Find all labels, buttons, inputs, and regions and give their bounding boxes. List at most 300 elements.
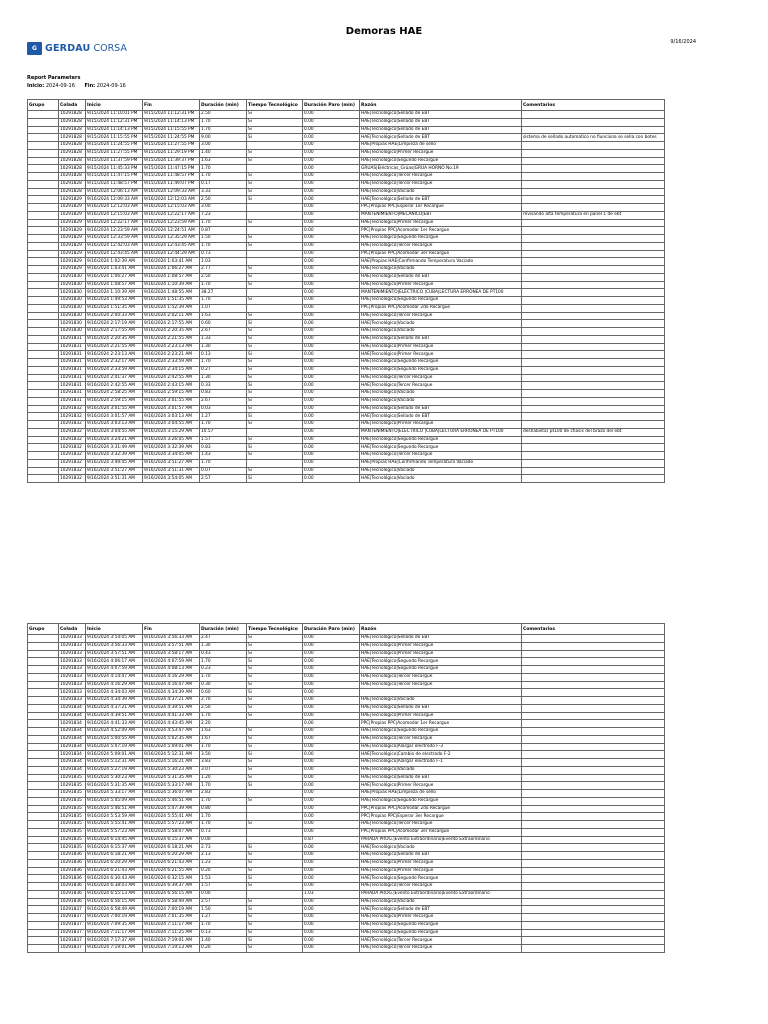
cell-colada: 10291833 (59, 666, 86, 674)
cell-razon: HAE|Tecnológico|Segundo Recargue (360, 444, 522, 452)
cell-razon: HAE|Tecnológico|Tercer Recargue (360, 945, 522, 953)
table-row (28, 258, 665, 266)
cell-duracion-paro: 0.00 (303, 382, 360, 390)
cell-inicio: 9/16/2024 5:53:59 AM (86, 813, 143, 821)
cell-duracion-paro: 0.00 (303, 204, 360, 212)
cell-grupo (28, 751, 59, 759)
table-header-row (28, 100, 665, 111)
cell-duracion-paro: 0.00 (303, 689, 360, 697)
cell-duracion-paro: 0.00 (303, 704, 360, 712)
cell-inicio: 9/16/2024 4:37:21 AM (86, 704, 143, 712)
cell-inicio: 9/16/2024 7:11:17 AM (86, 929, 143, 937)
cell-inicio: 9/16/2024 6:38:03 AM (86, 883, 143, 891)
cell-razon: HAE|Tecnológico|Segundo Recargue (360, 875, 522, 883)
cell-comentarios (522, 867, 665, 875)
cell-inicio: 9/16/2024 5:27:19 AM (86, 766, 143, 774)
cell-fin: 9/15/2024 11:39:37 PM (143, 157, 200, 165)
cell-duracion-paro: 0.00 (303, 188, 360, 196)
cell-comentarios (522, 312, 665, 320)
cell-duracion-paro: 0.00 (303, 728, 360, 736)
cell-comentarios (522, 304, 665, 312)
cell-colada: 10291835 (59, 790, 86, 798)
cell-grupo (28, 312, 59, 320)
cell-inicio: 9/16/2024 6:20:29 AM (86, 859, 143, 867)
cell-comentarios (522, 929, 665, 937)
cell-inicio: 9/16/2024 1:49:53 AM (86, 297, 143, 305)
cell-duracion: 1.70 (200, 743, 247, 751)
table-row (28, 475, 665, 483)
cell-razon: HAE|Tecnológico|Segundo Recargue (360, 235, 522, 243)
cell-duracion: 2.67 (200, 397, 247, 405)
cell-razon: HAE|Tecnológico|Segundo Recargue (360, 359, 522, 367)
cell-razon: HAE|Tecnológico|Sellado de EBT (360, 906, 522, 914)
cell-duracion: 1.63 (200, 157, 247, 165)
cell-razon: HAE|Tecnológico|Vaciado (360, 766, 522, 774)
cell-duracion-paro: 0.00 (303, 720, 360, 728)
cell-duracion: 1.70 (200, 242, 247, 250)
cell-duracion: 1.70 (200, 118, 247, 126)
cell-grupo (28, 227, 59, 235)
cell-comentarios (522, 118, 665, 126)
cell-comentarios (522, 642, 665, 650)
cell-comentarios (522, 836, 665, 844)
cell-razon: HAE|Tecnológico|Tercer Recargue (360, 673, 522, 681)
cell-duracion-paro: 0.00 (303, 821, 360, 829)
cell-grupo (28, 666, 59, 674)
cell-comentarios (522, 242, 665, 250)
cell-inicio: 9/16/2024 6:18:21 AM (86, 852, 143, 860)
cell-grupo (28, 173, 59, 181)
cell-comentarios (522, 444, 665, 452)
cell-razon: HAE|Tecnológico|Tercer Recargue (360, 937, 522, 945)
cell-razon: PPC|Propias PPC|Esperar 3er Recargue (360, 813, 522, 821)
cell-inicio: 9/16/2024 3:49:45 AM (86, 459, 143, 467)
cell-inicio: 9/16/2024 2:17:55 AM (86, 328, 143, 336)
cell-colada: 10291828 (59, 165, 86, 173)
table-row (28, 720, 665, 728)
cell-colada: 10291829 (59, 196, 86, 204)
cell-inicio: 9/16/2024 5:30:23 AM (86, 774, 143, 782)
cell-inicio: 9/16/2024 4:06:17 AM (86, 658, 143, 666)
cell-fin: 9/16/2024 5:55:41 AM (143, 813, 200, 821)
cell-duracion-paro: 0.00 (303, 459, 360, 467)
cell-duracion-paro: 0.00 (303, 937, 360, 945)
table-row (28, 836, 665, 844)
cell-comentarios (522, 359, 665, 367)
cell-colada: 10291835 (59, 805, 86, 813)
cell-inicio: 9/16/2024 6:14:45 AM (86, 836, 143, 844)
table-row (28, 704, 665, 712)
cell-grupo (28, 929, 59, 937)
cell-fin: 9/15/2024 11:49:07 PM (143, 180, 200, 188)
cell-razon: HAE|Propias HAE|Confirmando Temperatura Vaciado (360, 459, 522, 467)
cell-duracion: 0.20 (200, 945, 247, 953)
cell-comentarios (522, 658, 665, 666)
cell-comentarios (522, 475, 665, 483)
cell-duracion-paro: 0.00 (303, 666, 360, 674)
table-row (28, 790, 665, 798)
column-header-duracion: Duración (min) (200, 624, 247, 635)
table-row (28, 735, 665, 743)
cell-duracion-paro: 0.00 (303, 297, 360, 305)
cell-grupo (28, 165, 59, 173)
cell-duracion-paro: 0.00 (303, 235, 360, 243)
cell-inicio: 9/15/2024 11:14:13 PM (86, 126, 143, 134)
cell-fin: 9/16/2024 5:12:31 AM (143, 751, 200, 759)
cell-inicio: 9/16/2024 2:23:13 AM (86, 351, 143, 359)
cell-duracion: 0.30 (200, 681, 247, 689)
cell-grupo (28, 642, 59, 650)
cell-duracion: 1.70 (200, 782, 247, 790)
cell-colada: 10291833 (59, 658, 86, 666)
cell-razon: HAE|Tecnológico|Tercer Recargue (360, 821, 522, 829)
cell-duracion: 1.63 (200, 312, 247, 320)
cell-duracion: 1.67 (200, 735, 247, 743)
cell-colada: 10291835 (59, 836, 86, 844)
cell-tiempo-tecnologico: Si (247, 728, 303, 736)
cell-duracion: 1.50 (200, 906, 247, 914)
cell-inicio: 9/16/2024 1:51:35 AM (86, 304, 143, 312)
cell-tiempo-tecnologico: Si (247, 689, 303, 697)
cell-comentarios (522, 351, 665, 359)
cell-colada: 10291831 (59, 382, 86, 390)
table-row (28, 134, 665, 142)
cell-duracion: 1.57 (200, 436, 247, 444)
cell-duracion: 0.83 (200, 444, 247, 452)
cell-tiempo-tecnologico: Si (247, 821, 303, 829)
cell-grupo (28, 689, 59, 697)
cell-tiempo-tecnologico: Si (247, 111, 303, 119)
cell-grupo (28, 273, 59, 281)
cell-comentarios (522, 635, 665, 643)
cell-razon: HAE|Tecnológico|Vaciado (360, 467, 522, 475)
cell-tiempo-tecnologico: Si (247, 219, 303, 227)
cell-colada: 10291835 (59, 828, 86, 836)
cell-grupo (28, 157, 59, 165)
cell-grupo (28, 937, 59, 945)
cell-duracion-paro: 0.00 (303, 642, 360, 650)
cell-grupo (28, 289, 59, 297)
cell-inicio: 9/16/2024 4:34:39 AM (86, 697, 143, 705)
cell-tiempo-tecnologico: Si (247, 351, 303, 359)
cell-tiempo-tecnologico: Si (247, 405, 303, 413)
cell-colada: 10291835 (59, 797, 86, 805)
cell-inicio: 9/16/2024 4:41:33 AM (86, 720, 143, 728)
cell-fin: 9/16/2024 4:16:29 AM (143, 673, 200, 681)
cell-razon: HAE|Propias HAE|Confirmando Temperatura Vaciado (360, 258, 522, 266)
cell-tiempo-tecnologico: Si (247, 867, 303, 875)
cell-grupo (28, 242, 59, 250)
cell-razon: HAE|Tecnológico|Tercer Recargue (360, 452, 522, 460)
print-date: 9/16/2024 (670, 39, 696, 45)
table-row (28, 273, 665, 281)
cell-duracion-paro: 0.00 (303, 180, 360, 188)
table-row (28, 304, 665, 312)
cell-comentarios (522, 937, 665, 945)
cell-grupo (28, 452, 59, 460)
cell-inicio: 9/16/2024 4:07:59 AM (86, 666, 143, 674)
cell-duracion: 0.13 (200, 351, 247, 359)
cell-colada: 10291831 (59, 390, 86, 398)
cell-fin: 9/16/2024 2:43:15 AM (143, 382, 200, 390)
table-row (28, 173, 665, 181)
cell-tiempo-tecnologico: Si (247, 149, 303, 157)
cell-tiempo-tecnologico: Si (247, 945, 303, 953)
cell-razon: HAE|Tecnológico|Sellado de EBT (360, 126, 522, 134)
cell-comentarios (522, 797, 665, 805)
cell-duracion: 2.50 (200, 196, 247, 204)
cell-tiempo-tecnologico: Si (247, 782, 303, 790)
cell-inicio: 9/16/2024 5:00:55 AM (86, 735, 143, 743)
cell-duracion: 1.70 (200, 797, 247, 805)
table-row (28, 126, 665, 134)
cell-tiempo-tecnologico: Si (247, 343, 303, 351)
cell-duracion-paro: 0.00 (303, 875, 360, 883)
cell-fin: 9/16/2024 5:09:01 AM (143, 743, 200, 751)
cell-grupo (28, 898, 59, 906)
cell-inicio: 9/16/2024 3:32:39 AM (86, 452, 143, 460)
table-row (28, 821, 665, 829)
cell-tiempo-tecnologico: Si (247, 180, 303, 188)
cell-duracion-paro: 0.00 (303, 413, 360, 421)
cell-razon: HAE|Tecnológico|Sellado de EBT (360, 774, 522, 782)
cell-colada: 10291832 (59, 421, 86, 429)
cell-duracion: 9.00 (200, 134, 247, 142)
column-header-comentarios: Comentarios (522, 624, 665, 635)
cell-duracion-paro: 0.00 (303, 805, 360, 813)
cell-razon: HAE|Tecnológico|Primer Recargue (360, 343, 522, 351)
cell-fin: 9/15/2024 11:29:19 PM (143, 149, 200, 157)
cell-grupo (28, 875, 59, 883)
cell-duracion: 0.27 (200, 366, 247, 374)
cell-duracion-paro: 0.00 (303, 266, 360, 274)
cell-razon: HAE|Tecnológico|Primer Recargue (360, 642, 522, 650)
cell-grupo (28, 774, 59, 782)
table-row (28, 428, 665, 436)
cell-grupo (28, 320, 59, 328)
cell-fin: 9/15/2024 11:27:55 PM (143, 142, 200, 150)
cell-razon: HAE|Tecnológico|Sellado de EBT (360, 335, 522, 343)
cell-colada: 10291832 (59, 444, 86, 452)
cell-inicio: 9/16/2024 6:58:49 AM (86, 906, 143, 914)
table-row (28, 235, 665, 243)
cell-grupo (28, 475, 59, 483)
cell-duracion-paro: 0.00 (303, 366, 360, 374)
cell-duracion: 1.70 (200, 219, 247, 227)
params-range (27, 82, 126, 90)
cell-inicio: 9/16/2024 5:09:01 AM (86, 751, 143, 759)
cell-duracion: 2.50 (200, 273, 247, 281)
cell-fin: 9/16/2024 7:11:17 AM (143, 921, 200, 929)
cell-grupo (28, 852, 59, 860)
cell-inicio: 9/16/2024 12:12:03 AM (86, 204, 143, 212)
cell-duracion-paro: 0.00 (303, 929, 360, 937)
cell-colada: 10291832 (59, 459, 86, 467)
cell-grupo (28, 712, 59, 720)
cell-duracion-paro: 0.00 (303, 281, 360, 289)
cell-comentarios (522, 759, 665, 767)
cell-razon: HAE|Tecnológico|Segundo Recargue (360, 797, 522, 805)
table-row (28, 852, 665, 860)
cell-grupo (28, 421, 59, 429)
table-row (28, 289, 665, 297)
cell-inicio: 9/16/2024 2:21:55 AM (86, 343, 143, 351)
cell-tiempo-tecnologico: Si (247, 797, 303, 805)
table-row (28, 149, 665, 157)
cell-comentarios (522, 459, 665, 467)
column-header-fin: Fin (143, 100, 200, 111)
cell-colada: 10291834 (59, 766, 86, 774)
cell-tiempo-tecnologico: Si (247, 650, 303, 658)
cell-duracion: 0.33 (200, 382, 247, 390)
cell-tiempo-tecnologico: Si (247, 312, 303, 320)
cell-inicio: 9/16/2024 5:57:23 AM (86, 828, 143, 836)
cell-duracion: 2.70 (200, 697, 247, 705)
cell-inicio: 9/15/2024 11:27:55 PM (86, 149, 143, 157)
cell-duracion: 3.07 (200, 766, 247, 774)
cell-fin: 9/16/2024 5:16:21 AM (143, 759, 200, 767)
cell-grupo (28, 281, 59, 289)
cell-tiempo-tecnologico: Si (247, 397, 303, 405)
cell-inicio: 9/16/2024 6:15:37 AM (86, 844, 143, 852)
cell-tiempo-tecnologico (247, 828, 303, 836)
cell-razon: HAE|Tecnológico|Tercer Recargue (360, 883, 522, 891)
cell-tiempo-tecnologico (247, 258, 303, 266)
cell-duracion: 2.67 (200, 328, 247, 336)
cell-inicio: 9/16/2024 12:33:59 AM (86, 235, 143, 243)
cell-fin: 9/16/2024 1:52:39 AM (143, 304, 200, 312)
cell-colada: 10291830 (59, 273, 86, 281)
cell-fin: 9/16/2024 2:33:59 AM (143, 359, 200, 367)
cell-colada: 10291829 (59, 242, 86, 250)
column-header-colada: Colada (59, 624, 86, 635)
cell-razon: HAE|Propias HAE|Limpieza de sello (360, 790, 522, 798)
cell-duracion-paro: 0.00 (303, 134, 360, 142)
cell-colada: 10291834 (59, 743, 86, 751)
cell-grupo (28, 351, 59, 359)
cell-razon: HAE|Tecnológico|Sellado de EBT (360, 405, 522, 413)
cell-duracion-paro: 0.87 (303, 836, 360, 844)
cell-grupo (28, 650, 59, 658)
cell-comentarios (522, 452, 665, 460)
cell-comentarios (522, 204, 665, 212)
cell-comentarios (522, 914, 665, 922)
cell-duracion-paro: 0.00 (303, 335, 360, 343)
cell-razon: HAE|Tecnológico|Primer Recargue (360, 867, 522, 875)
cell-duracion-paro: 0.00 (303, 475, 360, 483)
cell-duracion-paro: 0.00 (303, 906, 360, 914)
cell-grupo (28, 459, 59, 467)
cell-fin: 9/16/2024 3:01:55 AM (143, 397, 200, 405)
table-row (28, 242, 665, 250)
cell-grupo (28, 906, 59, 914)
cell-razon: HAE|Tecnológico|Tercer Recargue (360, 735, 522, 743)
cell-comentarios (522, 343, 665, 351)
cell-duracion: 1.70 (200, 359, 247, 367)
cell-duracion-paro: 0.00 (303, 428, 360, 436)
cell-fin: 9/16/2024 7:11:25 AM (143, 929, 200, 937)
cell-comentarios (522, 921, 665, 929)
cell-comentarios (522, 697, 665, 705)
cell-razon: HAE|Tecnológico|Primer Recargue (360, 219, 522, 227)
table-row (28, 436, 665, 444)
cell-grupo (28, 790, 59, 798)
inicio-value: 2024-09-16 (45, 83, 75, 89)
cell-tiempo-tecnologico: Si (247, 421, 303, 429)
cell-inicio: 9/16/2024 3:54:05 AM (86, 635, 143, 643)
cell-razon: HAE|Tecnológico|Primer Recargue (360, 650, 522, 658)
cell-colada: 10291833 (59, 635, 86, 643)
cell-fin: 9/16/2024 3:01:57 AM (143, 405, 200, 413)
cell-grupo (28, 797, 59, 805)
cell-comentarios (522, 320, 665, 328)
cell-tiempo-tecnologico: Si (247, 681, 303, 689)
cell-comentarios (522, 898, 665, 906)
cell-fin: 9/16/2024 5:31:35 AM (143, 774, 200, 782)
cell-colada: 10291836 (59, 875, 86, 883)
cell-tiempo-tecnologico: Si (247, 157, 303, 165)
cell-duracion-paro: 0.00 (303, 444, 360, 452)
table-row (28, 421, 665, 429)
cell-tiempo-tecnologico: Si (247, 320, 303, 328)
cell-comentarios (522, 712, 665, 720)
cell-duracion-paro: 0.00 (303, 142, 360, 150)
cell-duracion: 1.70 (200, 813, 247, 821)
cell-fin: 9/16/2024 1:08:57 AM (143, 273, 200, 281)
cell-tiempo-tecnologico: Si (247, 366, 303, 374)
cell-duracion-paro: 0.00 (303, 304, 360, 312)
cell-colada: 10291836 (59, 867, 86, 875)
cell-inicio: 9/15/2024 11:24:55 PM (86, 142, 143, 150)
cell-tiempo-tecnologico (247, 204, 303, 212)
cell-grupo (28, 673, 59, 681)
cell-duracion-paro: 0.00 (303, 149, 360, 157)
cell-grupo (28, 366, 59, 374)
cell-razon: HAE|Tecnológico|Primer Recargue (360, 914, 522, 922)
cell-grupo (28, 188, 59, 196)
table-row (28, 452, 665, 460)
cell-colada: 10291830 (59, 328, 86, 336)
cell-razon: HAE|Tecnológico|Primer Recargue (360, 149, 522, 157)
cell-duracion: 1.30 (200, 343, 247, 351)
cell-grupo (28, 743, 59, 751)
cell-inicio: 9/15/2024 11:45:33 PM (86, 165, 143, 173)
cell-fin: 9/16/2024 4:39:51 AM (143, 704, 200, 712)
cell-duracion: 1.70 (200, 712, 247, 720)
cell-colada: 10291834 (59, 759, 86, 767)
cell-comentarios (522, 813, 665, 821)
cell-tiempo-tecnologico: Si (247, 712, 303, 720)
column-header-tiempo-tecnologico: Tiempo Tecnológico (247, 624, 303, 635)
cell-tiempo-tecnologico: Si (247, 134, 303, 142)
table-row (28, 111, 665, 119)
cell-razon: HAE|Tecnológico|Segundo Recargue (360, 728, 522, 736)
cell-duracion: 1.40 (200, 149, 247, 157)
cell-fin: 9/16/2024 6:39:37 AM (143, 883, 200, 891)
cell-fin: 9/16/2024 3:51:27 AM (143, 459, 200, 467)
cell-comentarios (522, 650, 665, 658)
cell-razon: HAE|Tecnológico|Vaciado (360, 328, 522, 336)
cell-comentarios (522, 805, 665, 813)
column-header-fin: Fin (143, 624, 200, 635)
cell-duracion: 3.00 (200, 142, 247, 150)
cell-duracion: 1.20 (200, 774, 247, 782)
cell-colada: 10291829 (59, 266, 86, 274)
cell-tiempo-tecnologico: Si (247, 642, 303, 650)
cell-duracion: 3.33 (200, 188, 247, 196)
cell-duracion: 0.73 (200, 250, 247, 258)
cell-colada: 10291832 (59, 428, 86, 436)
